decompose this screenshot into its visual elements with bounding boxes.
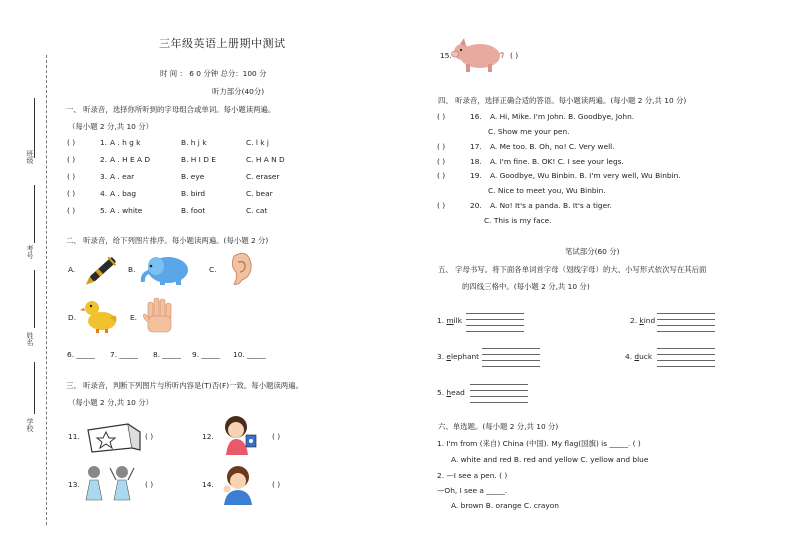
question-number: 16.: [470, 112, 482, 121]
word-duck: 4. duck: [625, 352, 653, 361]
option-a: A . white: [110, 206, 143, 215]
item-13-paren[interactable]: ( ): [145, 480, 154, 489]
question-number: 20.: [470, 201, 482, 210]
s6-q2: 2. —I see a pen. ( ): [437, 471, 508, 480]
s4-instruction: 四、 听录音，选择正确合适的答语。每小题读两遍。(每小题 2 分,共 10 分): [438, 96, 687, 105]
options-line2: C. Nice to meet you, Wu Binbin.: [488, 186, 606, 195]
answer-paren[interactable]: ( ): [437, 171, 446, 180]
pencil-case-picture: [84, 420, 144, 456]
answer-paren[interactable]: ( ): [67, 138, 76, 147]
s5-instruction-cont: 的四线三格中。(每小题 2 分,共 10 分): [462, 282, 590, 291]
class-write-line: [34, 98, 35, 158]
options-line2: C. Show me your pen.: [488, 127, 570, 136]
word-kind: 2. kind: [630, 316, 656, 325]
answer-paren[interactable]: ( ): [437, 112, 446, 121]
pic-label-b: B.: [128, 265, 136, 274]
page-title: 三年级英语上册期中测试: [159, 37, 286, 50]
s5-instruction: 五、 字母书写。将下面各单词首字母（划线字母）的大、小写形式依次写在其后面: [438, 265, 707, 274]
four-line-grid[interactable]: [482, 348, 540, 366]
options: A. No! It's a panda. B. It's a tiger.: [490, 201, 612, 210]
question-number: 1.: [100, 138, 108, 147]
answer-paren[interactable]: ( ): [67, 189, 76, 198]
question-number: 2.: [100, 155, 108, 164]
question-number: 18.: [470, 157, 482, 166]
question-number: 19.: [470, 171, 482, 180]
s3-instruction: 三、 听录音，判断下列图片与所听内容是(T)否(F)一致。每小题读两遍。: [66, 381, 303, 390]
answer-paren[interactable]: ( ): [437, 142, 446, 151]
option-a: A . bag: [110, 189, 137, 198]
duck-picture: [80, 296, 120, 334]
answer-paren[interactable]: ( ): [437, 201, 446, 210]
options: A. I'm fine. B. OK! C. I see your legs.: [490, 157, 624, 166]
four-line-grid[interactable]: [657, 313, 715, 331]
word-first-letter: d: [634, 352, 640, 361]
listening-section-header: 听力部分(40分): [212, 87, 265, 96]
s1-score: （每小题 2 分,共 10 分）: [68, 122, 153, 131]
item-14-paren[interactable]: ( ): [272, 480, 281, 489]
option-c: C. cat: [246, 206, 268, 215]
option-a: A . H E A D: [110, 155, 151, 164]
answer-paren[interactable]: ( ): [67, 155, 76, 164]
s6-q1-options: A. white and red B. red and yellow C. yellow and blue: [451, 455, 649, 464]
name-write-line: [34, 270, 35, 328]
option-c: C. bear: [246, 189, 273, 198]
s1-instruction: 一、 听录音，选择你所听到的字母组合或单词。每小题读两遍。: [66, 105, 276, 114]
pic-label-c: C.: [209, 265, 217, 274]
word-milk: 1. milk: [437, 316, 463, 325]
answer-paren[interactable]: ( ): [437, 157, 446, 166]
options: A. Me too. B. Oh, no! C. Very well.: [490, 142, 615, 151]
s3-score: （每小题 2 分,共 10 分）: [68, 398, 153, 407]
pic-label-a: A.: [68, 265, 76, 274]
question-number: 4.: [100, 189, 108, 198]
option-b: B. foot: [181, 206, 206, 215]
question-number: 3.: [100, 172, 108, 181]
s6-q2-line2: —Oh, I see a _____.: [437, 486, 508, 495]
elephant-picture: [140, 252, 190, 286]
word-elephant: 3. elephant: [437, 352, 480, 361]
option-b: B. h j k: [181, 138, 207, 147]
option-c: C. eraser: [246, 172, 280, 181]
option-c: C. H A N D: [246, 155, 285, 164]
order-blank-6[interactable]: 6. _____: [67, 350, 95, 359]
id-write-line: [34, 185, 35, 243]
four-line-grid[interactable]: [470, 384, 528, 402]
answer-paren[interactable]: ( ): [67, 206, 76, 215]
item-15-number: 15.: [440, 51, 452, 60]
s6-q1: 1. I'm from (来自) China (中国). My flag(国旗) is _____. ( ): [437, 439, 641, 448]
item-11-paren[interactable]: ( ): [145, 432, 154, 441]
item-13-number: 13.: [68, 480, 80, 489]
answer-paren[interactable]: ( ): [67, 172, 76, 181]
item-12-paren[interactable]: ( ): [272, 432, 281, 441]
option-b: B. eye: [181, 172, 205, 181]
pic-label-e: E.: [130, 313, 138, 322]
options-line2: C. This is my face.: [484, 216, 552, 225]
item-12-number: 12.: [202, 432, 214, 441]
word-first-letter: e: [446, 352, 451, 361]
options: A. Hi, Mike. I'm John. B. Goodbye, John.: [490, 112, 635, 121]
option-b: B. bird: [181, 189, 206, 198]
item-15-paren[interactable]: ( ): [510, 51, 519, 60]
order-blank-7[interactable]: 7. _____: [110, 350, 138, 359]
school-label: 学校: [26, 418, 35, 432]
word-first-letter: m: [446, 316, 454, 325]
four-line-grid[interactable]: [466, 313, 524, 331]
s6-instruction: 六、单选题。(每小题 2 分,共 10 分): [438, 422, 559, 431]
question-number: 5.: [100, 206, 108, 215]
four-line-grid[interactable]: [657, 348, 715, 366]
word-head: 5. head: [437, 388, 465, 397]
order-blank-10[interactable]: 10. _____: [233, 350, 266, 359]
item-11-number: 11.: [68, 432, 80, 441]
pen-picture: [84, 250, 124, 288]
pic-label-d: D.: [68, 313, 77, 322]
time-score-line: 时 间 ： 6 0 分钟 总分：100 分: [160, 69, 267, 78]
option-a: A . ear: [110, 172, 135, 181]
s2-instruction: 二、 听录音，给下列图片排序。每小题读两遍。(每小题 2 分): [66, 236, 269, 245]
class-label: 班级: [26, 150, 35, 164]
hand-picture: [142, 296, 178, 336]
item-14-number: 14.: [202, 480, 214, 489]
word-first-letter: k: [639, 316, 644, 325]
question-number: 17.: [470, 142, 482, 151]
order-blank-8[interactable]: 8. _____: [153, 350, 181, 359]
ear-picture: [226, 250, 254, 290]
name-label: 姓名: [26, 332, 35, 346]
order-blank-9[interactable]: 9. _____: [192, 350, 220, 359]
option-b: B. H I D E: [181, 155, 216, 164]
two-girls-picture: [82, 462, 138, 504]
boy-picture: [218, 463, 260, 505]
written-section-header: 笔试部分(60 分): [565, 247, 620, 256]
word-first-letter: h: [446, 388, 452, 397]
option-a: A . h g k: [110, 138, 141, 147]
option-c: C. l k j: [246, 138, 269, 147]
girl-with-book-picture: [218, 413, 262, 457]
options: A. Goodbye, Wu Binbin. B. I'm very well, Wu Binbin.: [490, 171, 681, 180]
s6-q2-options: A. brown B. orange C. crayon: [451, 501, 559, 510]
pig-picture: [450, 34, 506, 76]
exam-id-label: 考号: [26, 245, 35, 259]
school-write-line: [34, 362, 35, 414]
binding-dashed-line: [46, 55, 47, 525]
